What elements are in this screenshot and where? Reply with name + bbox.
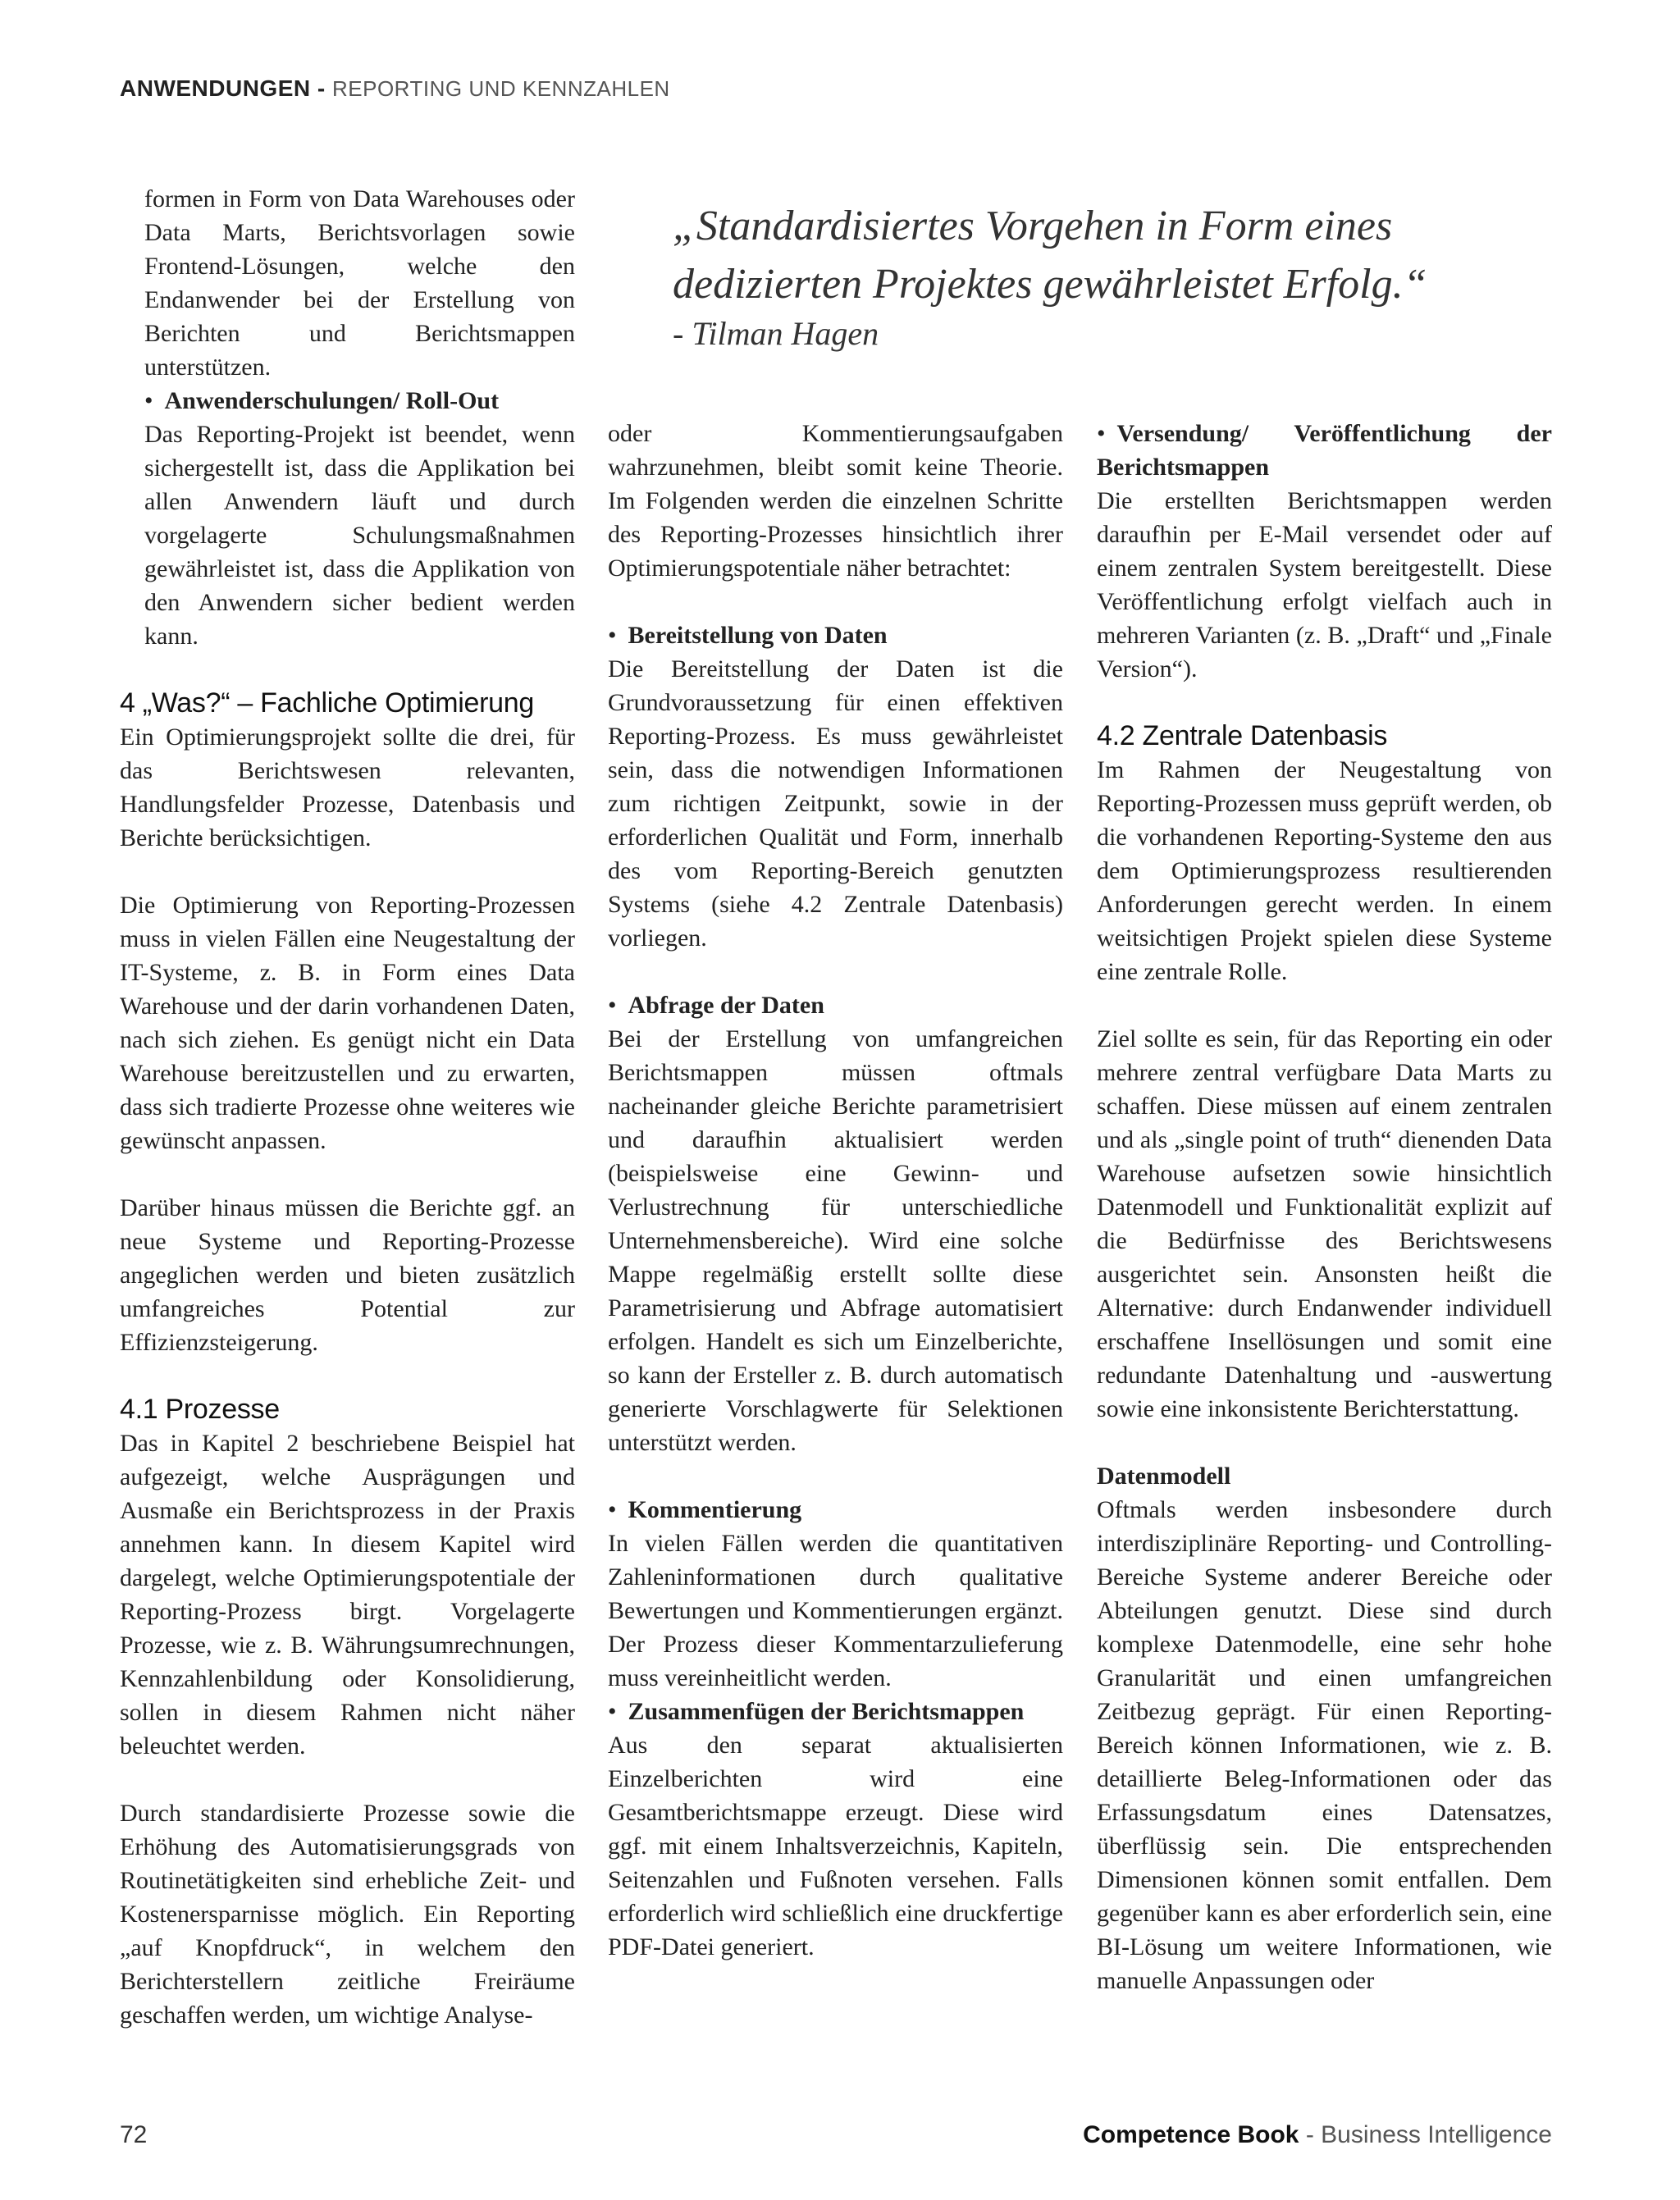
paragraph: oder Kommentierungsaufgaben wahrzunehmen, bleibt somit keine Theorie. Im Folgenden werden die einzelnen Schritte des Reporting-Prozesses hinsichtlich ihrer Optimierungspotentiale näher betrachtet:: [608, 420, 1063, 582]
paragraph: formen in Form von Data Warehouses oder Data Marts, Berichtsvorlagen sowie Frontend-Lösungen, welche den Endanwender bei der Erstellung von Berichten und Berichtsmappen unterstützen.: [144, 185, 575, 381]
footer-book-title: Competence Book: [1083, 2121, 1299, 2148]
bullet-heading: • Bereitstellung von Daten: [608, 622, 888, 649]
paragraph: Das Reporting-Projekt ist beendet, wenn sichergestellt ist, dass die Applikation bei allen Anwendern läuft und durch vorgelagerte Schulungsmaßnahmen gewährleistet ist, dass die Applikation von den Anwendern sicher bedient werden kann.: [144, 421, 575, 650]
section-heading: 4.2 Zentrale Datenbasis: [1097, 720, 1388, 751]
header-section: ANWENDUNGEN -: [120, 75, 326, 101]
bullet-heading: • Zusammenfügen der Berichtsmappen: [608, 1698, 1025, 1725]
page-number: 72: [120, 2121, 148, 2148]
running-footer: [1083, 2121, 1552, 2149]
paragraph: In vielen Fällen werden die quantitativen Zahleninformationen durch qualitative Bewertungen und Kommentierungen ergänzt. Der Prozess dieser Kommentarzulieferung muss vereinheitlicht werden.: [608, 1530, 1063, 1691]
bullet-heading: • Kommentierung: [608, 1496, 802, 1523]
quote-line-1: „Standardisiertes Vorgehen in Form eines: [673, 203, 1393, 249]
quote-author: - Tilman Hagen: [673, 315, 879, 352]
paragraph: Durch standardisierte Prozesse sowie die Erhöhung des Automatisierungsgrads von Routinetätigkeiten sind erhebliche Zeit- und Kostenersparnisse möglich. Ein Reporting „auf Knopfdruck“, in welchem den Berichterstellern zeitliche Freiräume geschaffen werden, um wichtige Analyse-: [120, 1800, 575, 2029]
paragraph: Die Bereitstellung der Daten ist die Grundvoraussetzung für einen effektiven Reporting-Prozess. Es muss gewährleistet sein, dass die notwendigen Informationen zum richtigen Zeitpunkt, sowie in der erforderlichen Qualität und Form, innerhalb des vom Reporting-Bereich genutzten Systems (siehe 4.2 Zentrale Datenbasis) vorliegen.: [608, 655, 1063, 952]
column-2: [608, 417, 1063, 1964]
column-3: [1097, 417, 1552, 1997]
bullet-heading: • Abfrage der Daten: [608, 992, 824, 1019]
header-subsection: REPORTING UND KENNZAHLEN: [332, 76, 670, 101]
running-header: [120, 75, 670, 102]
section-heading: 4.1 Prozesse: [120, 1394, 280, 1425]
paragraph: Aus den separat aktualisierten Einzelberichten wird eine Gesamtberichtsmappe erzeugt. Diese wird ggf. mit einem Inhaltsverzeichnis, Kapiteln, Seitenzahlen und Fußnoten versehen. Falls erforderlich wird schließlich eine druckfertige PDF-Datei generiert.: [608, 1732, 1063, 1960]
quote-line-2: dedizierten Projektes gewährleistet Erfolg.“: [673, 261, 1427, 308]
paragraph: Die Optimierung von Reporting-Prozessen muss in vielen Fällen eine Neugestaltung der IT-Systeme, z. B. in Form eines Data Warehouse und der darin vorhandenen Daten, nach sich ziehen. Es genügt nicht ein Data Warehouse bereitzustellen und zu erwarten, dass sich tradierte Prozesse ohne weiteres wie gewünscht anpassen.: [120, 892, 575, 1154]
pull-quote: [673, 197, 1608, 354]
paragraph: Die erstellten Berichtsmappen werden daraufhin per E-Mail versendet oder auf einem zentralen System bereitgestellt. Diese Veröffentlichung erfolgt vielfach auch in mehreren Varianten (z. B. „Draft“ und „Finale Version“).: [1097, 487, 1552, 682]
column-1: [120, 182, 575, 2032]
paragraph: Das in Kapitel 2 beschriebene Beispiel hat aufgezeigt, welche Ausprägungen und Ausmaße ein Berichtsprozess in der Praxis annehmen kann. In diesem Kapitel wird dargelegt, welche Optimierungspotentiale der Reporting-Prozess birgt. Vorgelagerte Prozesse, wie z. B. Währungsumrechnungen, Kennzahlenbildung oder Konsolidierung, sollen in diesem Rahmen nicht näher beleuchtet werden.: [120, 1430, 575, 1760]
paragraph: Ziel sollte es sein, für das Reporting ein oder mehrere zentral verfügbare Data Marts zu schaffen. Diese müssen auf einem zentralen und als „single point of truth“ dienenden Data Warehouse aufsetzen sowie hinsichtlich Datenmodell und Funktionalität explizit auf die Bedürfnisse des Berichtswesens ausgerichtet sein. Ansonsten heißt die Alternative: durch Endanwender individuell erschaffene Insellösungen und somit eine redundante Datenhaltung und -auswertung sowie eine inkonsistente Berichterstattung.: [1097, 1025, 1552, 1422]
paragraph: Im Rahmen der Neugestaltung von Reporting-Prozessen muss geprüft werden, ob die vorhandenen Reporting-Systeme den aus dem Optimierungsprozess resultierenden Anforderungen gerecht werden. In einem weitsichtigen Projekt spielen diese Systeme eine zentrale Rolle.: [1097, 756, 1552, 985]
bullet-heading: • Versendung/ Veröffentlichung der Berichtsmappen: [1097, 420, 1552, 481]
paragraph: Ein Optimierungsprojekt sollte die drei, für das Berichtswesen relevanten, Handlungsfelder Prozesse, Datenbasis und Berichte berücksichtigen.: [120, 723, 575, 851]
section-heading: 4 „Was?“ – Fachliche Optimierung: [120, 687, 534, 719]
footer-book-subtitle: - Business Intelligence: [1305, 2121, 1552, 2148]
bullet-heading: • Anwenderschulungen/ Roll-Out: [144, 387, 500, 414]
subheading: Datenmodell: [1097, 1463, 1231, 1490]
paragraph: Bei der Erstellung von umfangreichen Berichtsmappen müssen oftmals nacheinander gleiche Berichte parametrisiert und daraufhin aktualisiert werden (beispielsweise eine Gewinn- und Verlustrechnung für unterschiedliche Unternehmensbereiche). Wird eine solche Mappe regelmäßig erstellt sollte diese Parametrisierung und Abfrage automatisiert erfolgen. Handelt es sich um Einzelberichte, so kann der Ersteller z. B. durch automatisch generierte Vorschlagwerte für Selektionen unterstützt werden.: [608, 1025, 1063, 1456]
paragraph: Oftmals werden insbesondere durch interdisziplinäre Reporting- und Controlling-Bereiche Systeme anderer Bereiche oder Abteilungen genutzt. Diese sind durch komplexe Datenmodelle, eine sehr hohe Granularität und einen umfangreichen Zeitbezug geprägt. Für einen Reporting-Bereich können Informationen, wie z. B. detaillierte Beleg-Informationen oder das Erfassungsdatum eines Datensatzes, überflüssig sein. Die entsprechenden Dimensionen können somit entfallen. Dem gegenüber kann es aber erforderlich sein, eine BI-Lösung um weitere Informationen, wie manuelle Anpassungen oder: [1097, 1496, 1552, 1994]
paragraph: Darüber hinaus müssen die Berichte ggf. an neue Systeme und Reporting-Prozesse angeglichen werden und bieten zusätzlich umfangreiches Potential zur Effizienzsteigerung.: [120, 1194, 575, 1356]
